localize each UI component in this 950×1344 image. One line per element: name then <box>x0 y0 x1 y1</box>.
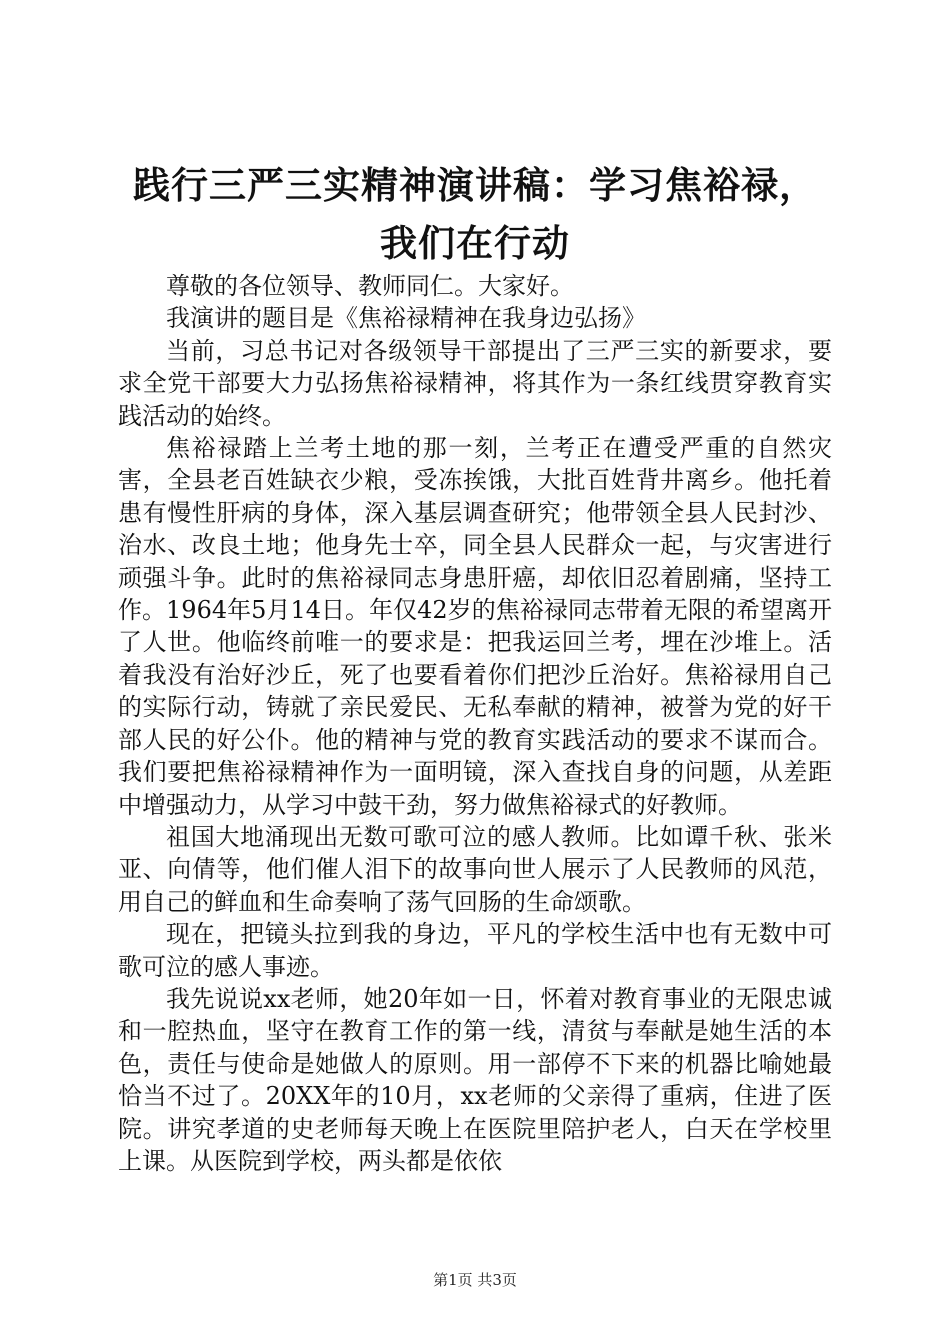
page-number-footer: 第1页 共3页 <box>433 1271 517 1289</box>
document-body <box>118 270 832 1177</box>
paragraph-topic: 我演讲的题目是《焦裕禄精神在我身边弘扬》 <box>166 304 646 333</box>
paragraph-greeting: 尊敬的各位领导、教师同仁。大家好。 <box>166 272 574 300</box>
paragraph-intro: 当前，习总书记对各级领导干部提出了三严三实的新要求，要求全党干部要大力弘扬焦裕禄精神，将其作为一条红线贯穿教育实践活动的始终。 <box>118 336 832 430</box>
paragraph-nearby: 现在，把镜头拉到我的身边，平凡的学校生活中也有无数中可歌可泣的感人事迹。 <box>118 920 832 981</box>
paragraph-jiao-yulu: 焦裕禄踏上兰考土地的那一刻，兰考正在遭受严重的自然灾害，全县老百姓缺衣少粮，受冻挨饿，大批百姓背井离乡。他托着患有慢性肝病的身体，深入基层调查研究；他带领全县人民封沙、治水、改良土地；他身先士卒，同全县人民群众一起，与灾害进行顽强斗争。此时的焦裕禄同志身患肝癌，却依旧忍着剧痛，坚持工作。1964年5月14日。年仅42岁的焦裕禄同志带着无限的希望离开了人世。他临终前唯一的要求是：把我运回兰考，埋在沙堆上。活着我没有治好沙丘，死了也要看着你们把沙丘治好。焦裕禄用自己的实际行动，铸就了亲民爱民、无私奉献的精神，被誉为党的好干部人民的好公仆。他的精神与党的教育实践活动的要求不谋而合。我们要把焦裕禄精神作为一面明镜，深入查找自身的问题，从差距中增强动力，从学习中鼓干劲，努力做焦裕禄式的好教师。 <box>118 434 832 819</box>
paragraph-teachers: 祖国大地涌现出无数可歌可泣的感人教师。比如谭千秋、张米亚、向倩等，他们催人泪下的故事向世人展示了人民教师的风范，用自己的鲜血和生命奏响了荡气回肠的生命颂歌。 <box>118 822 832 916</box>
document-title: 践行三严三实精神演讲稿：学习焦裕禄，我们在行动 <box>133 163 817 265</box>
paragraph-xx-teacher: 我先说说xx老师，她20年如一日，怀着对教育事业的无限忠诚和一腔热血，坚守在教育工作的第一线，清贫与奉献是她生活的本色，责任与使命是她做人的原则。用一部停不下来的机器比喻她最恰当不过了。20XX年的10月，xx老师的父亲得了重病，住进了医院。讲究孝道的史老师每天晚上在医院里陪护老人，白天在学校里上课。从医院到学校，两头都是依依 <box>118 984 832 1175</box>
